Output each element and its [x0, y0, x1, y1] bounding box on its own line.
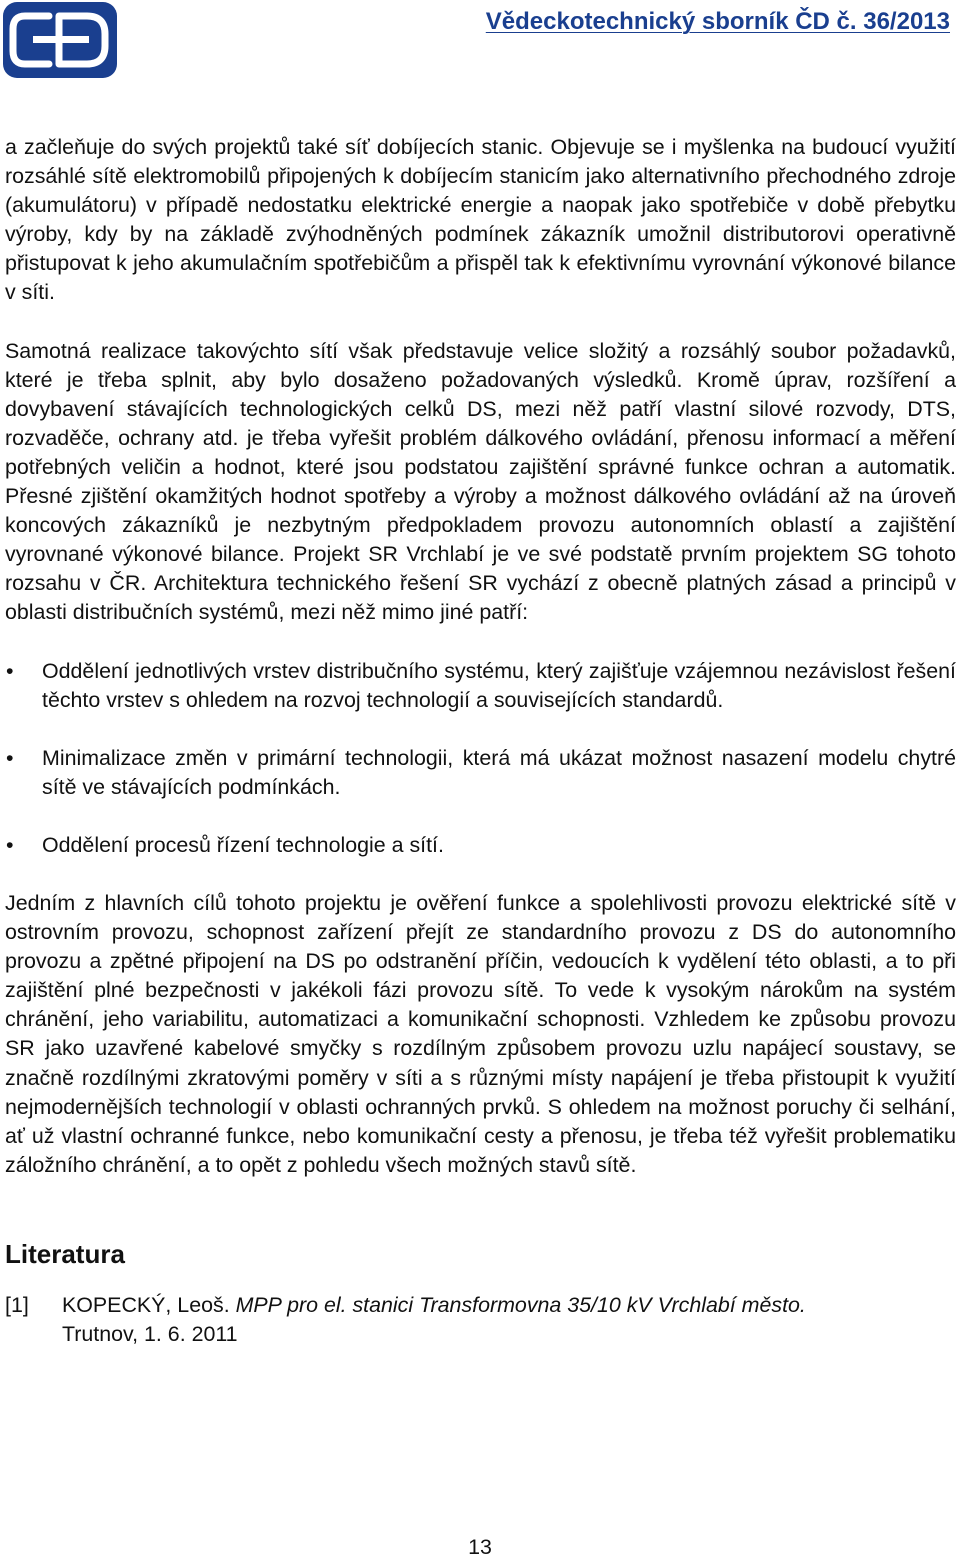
- article-body: [5, 133, 956, 1349]
- page-number: 13: [468, 1535, 492, 1559]
- reference-title: MPP pro el. stanici Transformovna 35/10 kV Vrchlabí město.: [235, 1292, 806, 1317]
- cd-logo-icon: [3, 2, 117, 78]
- reference-item: [5, 1291, 956, 1349]
- list-item: [5, 744, 956, 802]
- literature-heading: Literatura: [5, 1238, 125, 1269]
- paragraph-1: a začleňuje do svých projektů také síť dobíjecích stanic. Objevuje se i myšlenka na budoucí využití rozsáhlé sítě elektromobilů připojených k dobíjecím stanicím jako alternativního přechodného zdroje (akumulátoru) v případě nedostatku elektrické energie a naopak jako spotřebiče v době přebytku výroby, kdy by na základě zvýhodněných podmínek zákazník umožnil distributorovi operativně přistupovat k jeho akumulačním spotřebičům a přispěl tak k efektivnímu vyrovnání výkonové bilance v síti.: [5, 135, 956, 305]
- principles-list: [5, 657, 956, 860]
- paragraph-3: Jedním z hlavních cílů tohoto projektu je ověření funkce a spolehlivosti provozu elektrické sítě v ostrovním provozu, schopnost zařízení přejít ze standardního provozu z DS do autonomního provozu a zpětné připojení na DS po odstranění příčin, vedoucích k vydělení této oblasti, a to při zajištění plné bezpečnosti v jakékoli fázi provozu sítě. To vede k vysokým nárokům na systém chránění, jeho variabilitu, automatizaci a komunikační schopnosti. Vzhledem ke způsobu provozu SR jako uzavřené kabelové smyčky s rozdílným způsobem provozu uzlu napájecí soustavy, se značně rozdílnými zkratovými poměry v síti a s různými místy napájení je třeba přistoupit k využití nejmodernějších technologií v oblasti ochranných prvků. S ohledem na možnost poruchy či selhání, ať už vlastní ochranné funkce, nebo komunikační cesty a přenosu, je třeba též vyřešit problematiku záložního chránění, a to opět z pohledu všech možných stavů sítě.: [5, 890, 956, 1177]
- journal-title: Vědeckotechnický sborník ČD č. 36/2013: [485, 8, 950, 35]
- bullet-icon: •: [6, 658, 14, 683]
- bullet-icon: •: [6, 832, 14, 857]
- reference-number: [1]: [5, 1292, 29, 1317]
- reference-author: KOPECKÝ, Leoš.: [62, 1292, 230, 1317]
- list-item-text: Minimalizace změn v primární technologii, která má ukázat možnost nasazení modelu chytré sítě ve stávajících podmínkách.: [42, 745, 956, 799]
- list-item-text: Oddělení jednotlivých vrstev distribučního systému, který zajišťuje vzájemnou nezávislost řešení těchto vrstev s ohledem na rozvoj technologií a souvisejících standardů.: [42, 658, 956, 712]
- reference-publication: Trutnov, 1. 6. 2011: [62, 1322, 238, 1346]
- list-item: [5, 657, 956, 715]
- paragraph-2: Samotná realizace takovýchto sítí však představuje velice složitý a rozsáhlý soubor požadavků, které je třeba splnit, aby bylo dosaženo požadovaných výsledků. Kromě úprav, rozšíření a dovybavení stávajících technologických celků DS, mezi něž patří vlastní silové rozvody, DTS, rozvaděče, ochrany atd. je třeba vyřešit problém dálkového ovládání, přenosu informací a měření potřebných veličin a hodnot, které jsou podstatou zajištění správné funkce ochran a automatik. Přesné zjištění okamžitých hodnot spotřeby a výroby a možnost dálkového ovládání až na úroveň koncových zákazníků je nezbytným předpokladem provozu autonomních oblastí a zajištění vyrovnané výkonové bilance. Projekt SR Vrchlabí je ve své podstatě prvním projektem SG tohoto rozsahu v ČR. Architektura technického řešení SR vychází z obecně platných zásad a principů v oblasti distribučních systémů, mezi něž mimo jiné patří:: [5, 338, 956, 625]
- list-item-text: Oddělení procesů řízení technologie a sítí.: [42, 832, 444, 857]
- list-item: [5, 831, 956, 860]
- bullet-icon: •: [6, 745, 14, 770]
